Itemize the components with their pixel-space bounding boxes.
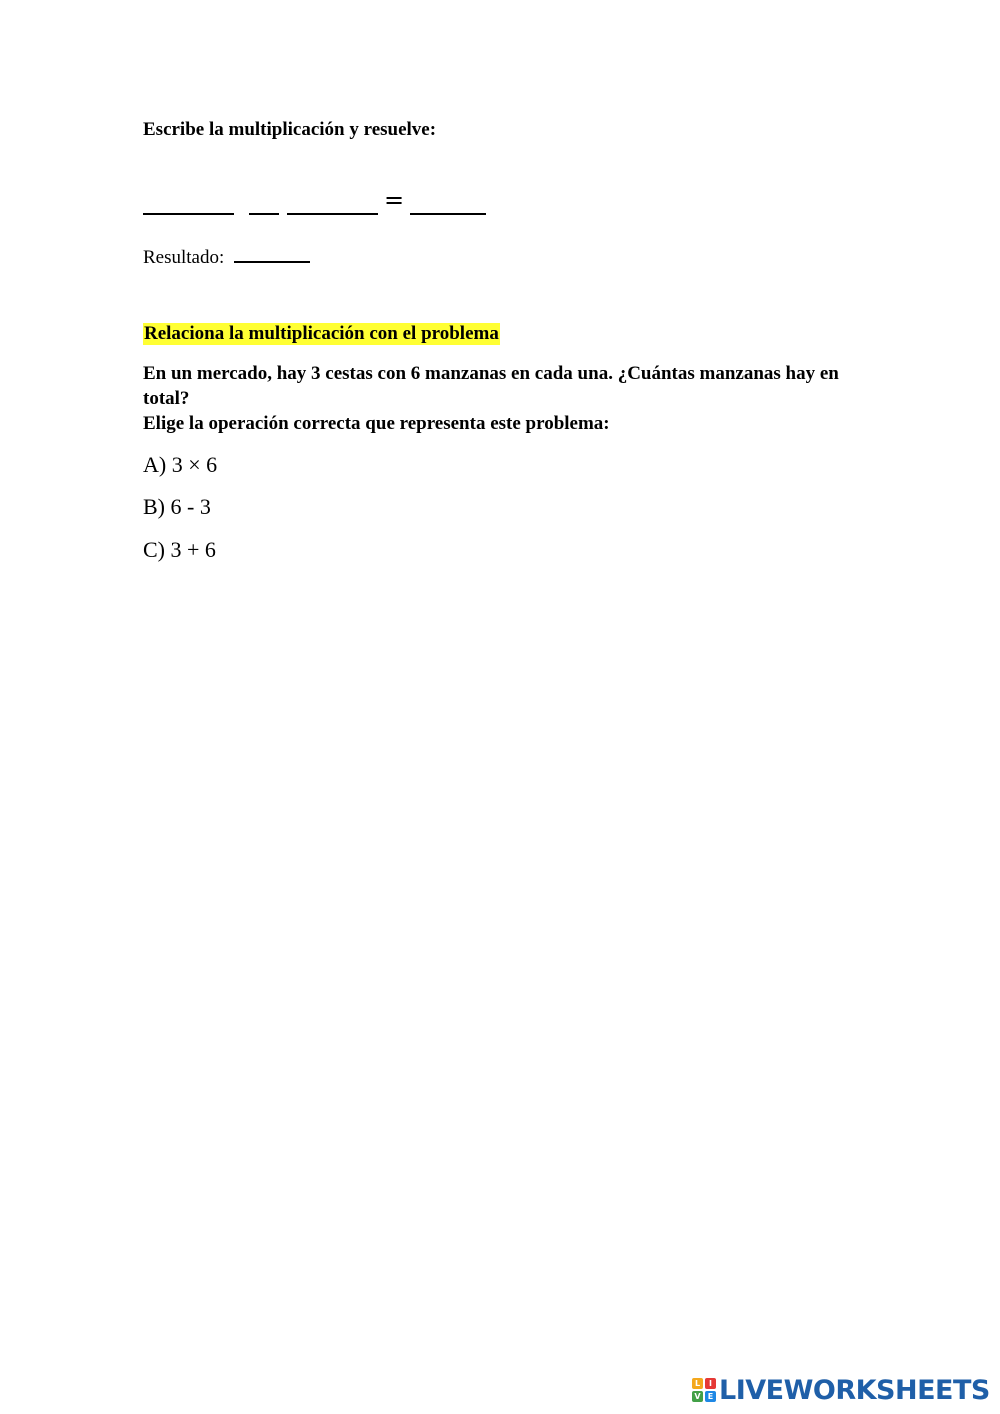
logo-mark-cell: L: [692, 1378, 703, 1389]
logo-mark-cell: E: [705, 1391, 716, 1402]
logo-mark-icon: [692, 1378, 716, 1402]
factor-1-blank[interactable]: [143, 213, 234, 215]
word-problem: [143, 361, 873, 436]
logo-mark-cell: V: [692, 1391, 703, 1402]
operator-blank[interactable]: [249, 213, 279, 215]
exercise-1-heading: Escribe la multiplicación y resuelve:: [143, 119, 437, 140]
logo-text: LIVEWORKSHEETS: [719, 1374, 990, 1406]
exercise-2-heading: Relaciona la multiplicación con el problema: [144, 323, 499, 344]
option-b[interactable]: B) 6 - 3: [143, 494, 211, 519]
result-label: Resultado:: [143, 247, 225, 268]
problem-instruction: Elige la operación correcta que representa este problema:: [143, 413, 610, 434]
factor-2-blank[interactable]: [287, 213, 378, 215]
option-c[interactable]: C) 3 + 6: [143, 537, 216, 562]
logo-mark-cell: I: [705, 1378, 716, 1389]
liveworksheets-logo: [692, 1375, 990, 1405]
result-blank[interactable]: [234, 243, 310, 263]
problem-question: En un mercado, hay 3 cestas con 6 manzanas en cada una. ¿Cuántas manzanas hay en total?: [143, 363, 839, 409]
equals-sign: =: [384, 186, 405, 214]
product-blank[interactable]: [410, 213, 486, 215]
result-row: [143, 243, 310, 269]
option-a[interactable]: A) 3 × 6: [143, 452, 218, 477]
multiplication-equation: [143, 188, 503, 218]
